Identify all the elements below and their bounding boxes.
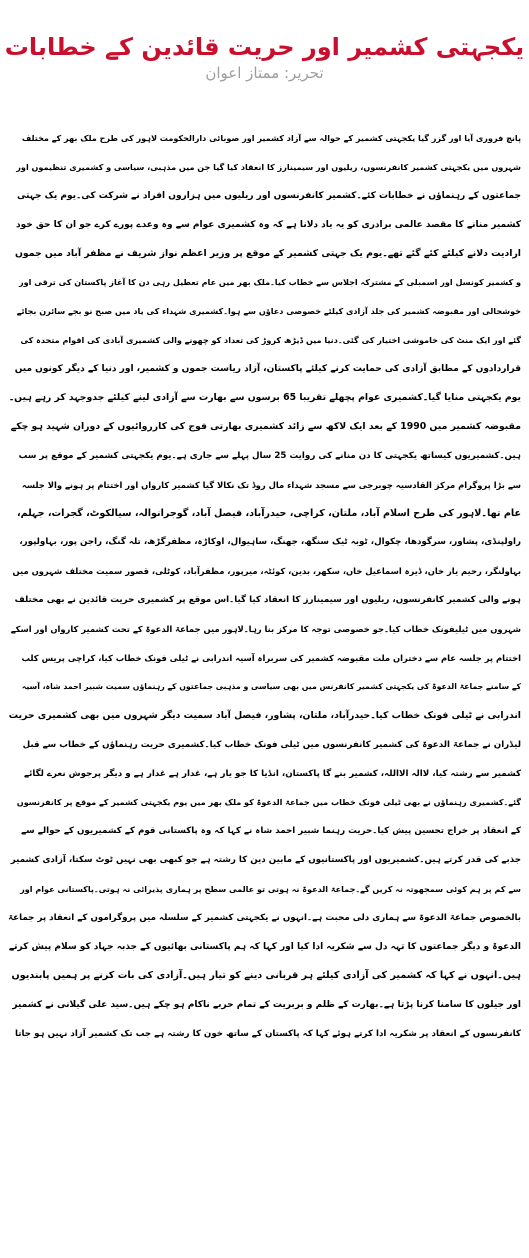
article-line: اندرابی نے ٹیلی فونک خطاب کیا۔حیدرآباد، ملتان، پشاور، فیصل آباد سمیت دیگر شہروں میں بھی کشمیری حریت xyxy=(8,709,521,721)
article-line: جماعتوں کے رہنماؤں نے خطابات کئے۔کشمیر کانفرنسوں اور ریلیوں میں ہزاروں افراد نے شرکت کی۔یوم یک جہتی xyxy=(16,190,521,201)
article-line: ارادیت دلانے کیلئے کئے گئے تھے۔یوم یک جہتی کشمیر کے موقع پر وزیر اعظم نواز شریف نے مظفر آباد میں جموں xyxy=(15,247,521,259)
article-line: پانچ فروری آیا اور گزر گیا یکجہتی کشمیر کے حوالہ سے آزاد کشمیر اور صوبائی دارالحکومت لاہور کی طرح ملک بھر کے مختلف xyxy=(21,133,521,143)
article-line: سے کم پر ہم کوئی سمجھوتہ نہ کریں گے۔جماعۃ الدعوۃ نہ ہوتی تو عالمی سطح پر ہماری پذیرائی نہ ہوتی۔پاکستانی عوام اور xyxy=(20,884,521,895)
article-line: سے بڑا پروگرام مرکز القادسیہ چوبرجی سے مسجد شہداء مال روڈ تک نکالا گیا کشمیر کارواں اور اختتام پر ہونے والا جلسہ xyxy=(21,479,521,490)
article-line: ہیں۔کشمیریوں کیساتھ یکجہتی کا دن منانے کی روایت 25 سال پہلے سے جاری ہے۔یوم یکجہتی کشمیر کے موقع پر سب xyxy=(18,450,521,461)
article-line: قراردادوں کے مطابق آزادی کی حمایت کرنے کیلئے پاکستان، آزاد ریاست جموں و کشمیر، اور دنیا کے دیگر کونوں میں xyxy=(14,364,521,375)
article-body xyxy=(8,124,521,1254)
article-line: کشمیر منانے کا مقصد عالمی برادری کو یہ یاد دلانا ہے کہ وہ کشمیری عوام سے وہ وعدے پورے کرے جو ان کا حق خود xyxy=(15,219,521,230)
article-byline: تحریر: ممتاز اعوان xyxy=(205,64,324,82)
article-line: اور جیلوں کا سامنا کرنا پڑتا ہے۔بھارت کے ظلم و بربریت کے تمام حربے ناکام ہو چکے ہیں۔سید علی گیلانی نے کشمیر xyxy=(12,999,521,1010)
article-line: کانفرنسوں کے انعقاد پر شکریہ ادا کرتے ہوئے کہا کہ پاکستان کے ساتھ خون کا رشتہ ہے جب تک کشمیر آزاد نہیں ہو جاتا xyxy=(15,1028,521,1039)
article-line: عام تھا۔لاہور کی طرح اسلام آباد، ملتان، کراچی، حیدرآباد، فیصل آباد، گوجرانوالہ، سیالکوٹ، گجرات، جہلم، xyxy=(16,507,521,519)
article-line: ہیں۔انہوں نے کہا کہ کشمیر کی آزادی کیلئے ہر قربانی دینے کو تیار ہیں۔آزادی کی بات کرنے پر ہمیں پابندیوں xyxy=(11,969,521,981)
article-line: شہروں میں ٹیلیفونک خطاب کیا۔جو خصوصی توجہ کا مرکز بنا رہا۔لاہور میں جماعۃ الدعوۃ کے تحت کشمیر کارواں اور اسکے xyxy=(10,624,521,635)
article-line: گئے۔کشمیری رہنماؤں نے بھی ٹیلی فونک خطاب میں جماعۃ الدعوۃ کو ملک بھر میں یوم یکجہتی کشمیر کے موقع پر کانفرنسوں xyxy=(16,797,521,808)
article-headline: یکجہتی کشمیر اور حریت قائدین کے خطابات xyxy=(4,33,525,62)
article-line: کشمیر سے رشتہ کیا، لاالہ الااللہ، کشمیر بنے گا پاکستان، انڈیا کا جو یار ہے، غدار ہے غدار ہے و دیگر پرجوش نعرے لگائے xyxy=(23,768,521,779)
article-line: اختتام پر جلسہ عام سے دختران ملت مقبوضہ کشمیر کی سربراہ آسیہ اندرابی نے ٹیلی فونک خطاب کیا، کراچی پریس کلب xyxy=(21,653,521,664)
article-line: راولپنڈی، پشاور، سرگودھا، چکوال، ٹوبہ ٹیک سنگھ، جھنگ، ساہیوال، اوکاڑہ، مظفرگڑھ، تلہ گنگ، راجن پور، بہاولپور، xyxy=(19,537,521,548)
article-line: مقبوضہ کشمیر میں 1990 کے بعد ایک لاکھ سے زائد کشمیری بھارتی فوج کی کارروائیوں کے دوران شہید ہو چکے xyxy=(10,420,521,432)
article-line: جذبے کی قدر کرتے ہیں۔کشمیریوں اور پاکستانیوں کے مابین دین کا رشتہ ہے جو کبھی بھی نہیں ٹوٹ سکتا، آزادی کشمیر xyxy=(10,855,521,866)
article-line: و کشمیر کونسل اور اسمبلی کے مشترکہ اجلاس سے خطاب کیا۔ملک بھر میں عام تعطیل رہی دن کا آغاز پاکستان کی ترقی اور xyxy=(19,277,521,288)
article-line: بالخصوص جماعۃ الدعوۃ سے ہماری دلی محبت ہے۔انہوں نے یکجہتی کشمیر کے سلسلہ میں پروگراموں کے انعقاد پر جماعۃ xyxy=(8,913,521,924)
article-line: گئے اور ایک منٹ کی خاموشی اختیار کی گئی۔دنیا میں ڈیڑھ کروڑ کی تعداد کو چھونے والی کشمیری آبادی کی اقوام متحدہ کی xyxy=(20,335,521,346)
article-line: خوشحالی اور مقبوضہ کشمیر کی جلد آزادی کیلئے خصوصی دعاؤں سے ہوا۔کشمیری شہداء کی یاد میں صبح نو بجے سائرن بجائے xyxy=(16,306,521,317)
article-line: کے سامنے جماعۃ الدعوۃ کی یکجہتی کشمیر کانفرنس میں بھی سیاسی و مذہبی جماعتوں کے رہنماؤں سمیت شبیر احمد شاہ، آسیہ xyxy=(21,681,521,691)
article-line: ہونے والی کشمیر کانفرنسوں، ریلیوں اور سیمینارز کا انعقاد کیا گیا۔اس موقع پر کشمیری حریت قائدین نے بھی مختلف xyxy=(14,595,521,606)
article-line: الدعوۃ و دیگر جماعتوں کا تہہ دل سے شکریہ ادا کیا اور کہا کہ ہم پاکستانی بھائیوں کے جذبہ جہاد کو سلام پیش کرتے xyxy=(8,941,521,952)
article-line: بہاولنگر، رحیم یار خان، ڈیرہ اسماعیل خاں، سکھر، بدین، کوئٹہ، میرپور، مظفرآباد، کوٹلی، قصور سمیت مختلف شہروں میں xyxy=(12,566,521,577)
article-line: کے انعقاد پر خراج تحسین پیش کیا۔حریت رہنما شبیر احمد شاہ نے کہا کہ وہ پاکستانی قوم کے کشمیریوں کے حوالے سے xyxy=(21,826,521,837)
article-line: شہروں میں یکجہتی کشمیر کانفرنسوں، ریلیوں اور سیمینارز کا انعقاد کیا گیا جن میں مذہبی، سیاسی و کشمیری تنظیموں اور xyxy=(16,161,521,172)
article-line: یوم یکجہتی منایا گیا۔کشمیری عوام پچھلے تقریبا 65 برسوں سے بھارت سے آزادی لینے کیلئے جدوجہد کر رہے ہیں۔ xyxy=(8,392,521,404)
article-line: لیڈران نے جماعۃ الدعوۃ کی کشمیر کانفرنسوں میں ٹیلی فونک خطاب کیا۔کشمیری حریت رہنماؤں کے خطاب سے قبل xyxy=(22,739,521,750)
